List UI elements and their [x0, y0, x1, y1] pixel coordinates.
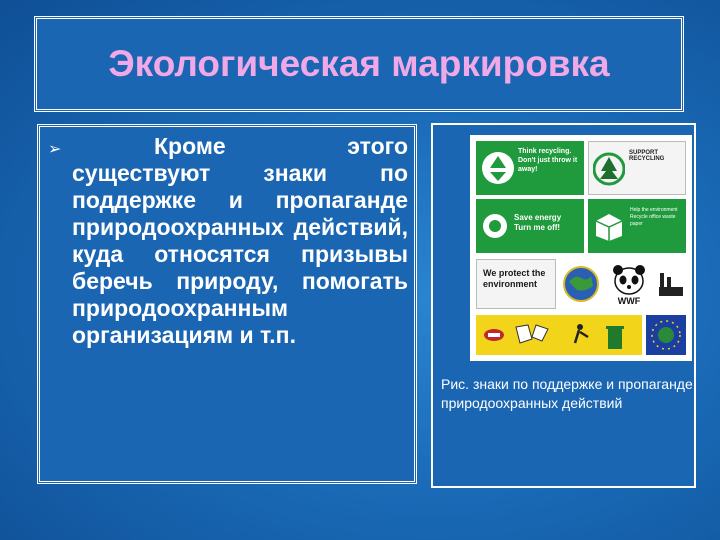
- recycle-icon: [480, 150, 516, 186]
- title-frame: [34, 16, 684, 112]
- stars-sign: [646, 315, 686, 355]
- slide-title: Экологическая маркировка: [108, 43, 610, 84]
- eco-signs-image: [470, 135, 692, 361]
- factory-icon: [657, 269, 685, 299]
- body-rest: этого существуют знаки по поддержке и пропаганде природоохранных действий, куда относятся призывы беречь природу, помогать природоохранным организациям и т.п.: [72, 133, 408, 348]
- body-first-word: Кроме: [154, 133, 226, 159]
- body-text: [72, 133, 408, 349]
- globe-icon: [561, 264, 601, 304]
- help-environment-text: Help the environment Recycle office waste paper: [630, 207, 678, 227]
- wwf-label: WWF: [617, 296, 641, 306]
- stars-circle-icon: [646, 315, 686, 355]
- litter-bin-icon: [476, 315, 642, 355]
- we-protect-sign: [476, 259, 556, 309]
- tree-icon: [593, 149, 625, 189]
- save-energy-sign: [476, 199, 584, 253]
- text-frame: [37, 124, 417, 484]
- bullet-arrow-icon: ➢: [48, 139, 62, 158]
- figure-frame: [431, 123, 696, 488]
- support-recycling-text: SUPPORT RECYCLING: [629, 150, 665, 162]
- help-environment-sign: [588, 199, 686, 253]
- save-energy-text: Save energy Turn me off!: [514, 213, 562, 232]
- globe-sign: [560, 259, 602, 309]
- support-recycling-sign: [588, 141, 686, 195]
- wwf-sign: [606, 259, 652, 309]
- power-switch-icon: [480, 211, 510, 241]
- we-protect-text: We protect the environment: [483, 268, 546, 289]
- factory-sign: [656, 259, 686, 309]
- figure-caption: Рис. знаки по поддержке и пропаганде природоохранных действий: [441, 376, 693, 411]
- tidy-bin-sign: [476, 315, 642, 355]
- panda-icon: [609, 261, 649, 297]
- paper-box-icon: [592, 209, 626, 243]
- think-recycling-sign: [476, 141, 584, 195]
- think-recycling-text: Think recycling. Don't just throw it away!: [518, 148, 578, 173]
